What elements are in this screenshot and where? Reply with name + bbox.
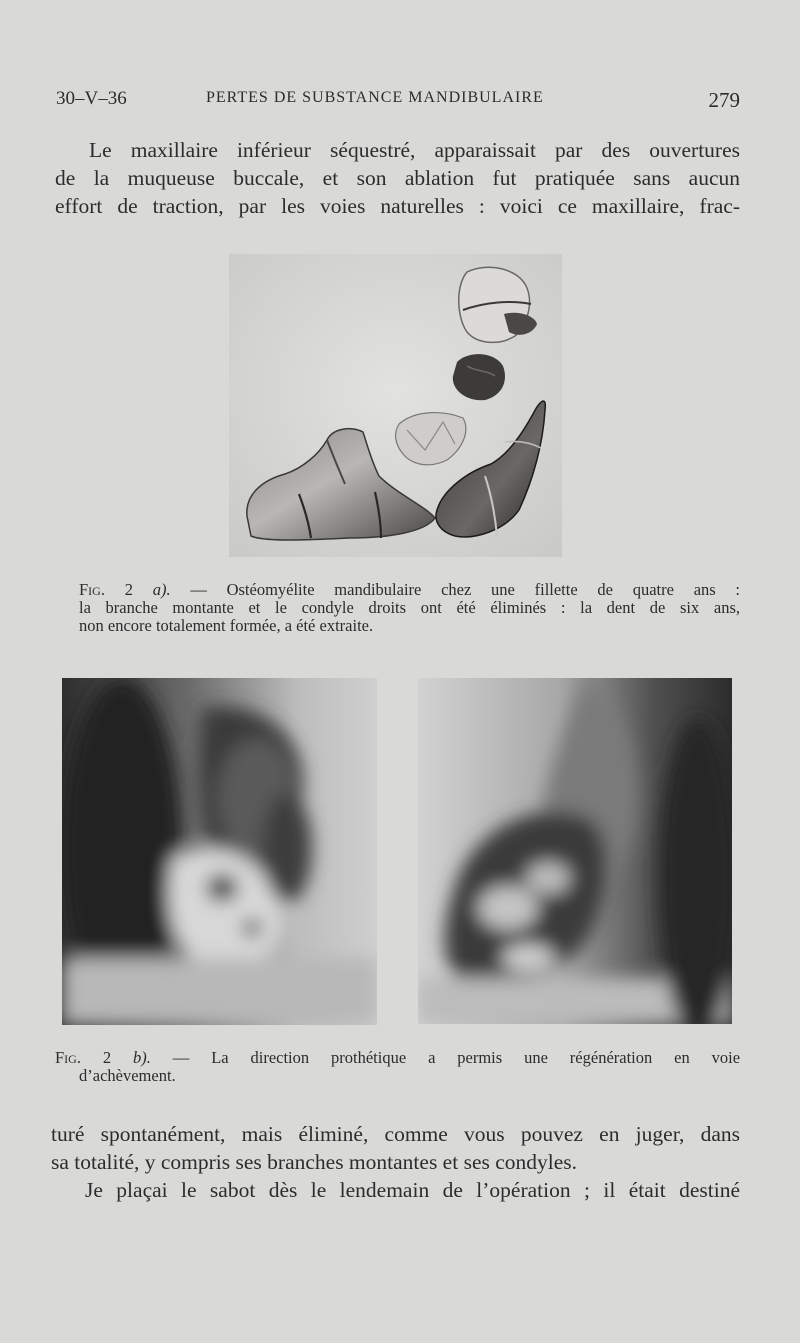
text-line: turé spontanément, mais éliminé, comme vous pouvez en juger, dans	[51, 1122, 740, 1146]
text-line: sa totalité, y compris ses branches montantes et ses condyles.	[51, 1150, 578, 1174]
page-number: 279	[708, 88, 740, 112]
figure-2a-caption	[55, 581, 740, 635]
text-line: Je plaçai le sabot dès le lendemain de l’opération ; il était destiné	[85, 1178, 740, 1202]
fig-letter: b).	[133, 1048, 151, 1067]
caption-line	[55, 1049, 740, 1067]
figure-2a-photo	[229, 254, 562, 557]
text-line: effort de traction, par les voies naturelles : voici ce maxillaire, frac-	[55, 194, 740, 218]
fig-letter: a).	[152, 580, 171, 599]
fig-number: 2	[124, 580, 133, 599]
radiograph-right-illustration	[418, 678, 732, 1024]
figure-2b-radiograph-left	[62, 678, 377, 1025]
figure-2b-caption	[55, 1049, 740, 1085]
mandible-fragments-illustration	[229, 254, 562, 557]
caption-line: la branche montante et le condyle droits ont été éliminés : la dent de six ans,	[79, 598, 740, 617]
paragraph-continuation	[51, 1120, 740, 1204]
fig-number: 2	[102, 1048, 112, 1067]
text-line: Le maxillaire inférieur séquestré, apparaissait par des ouvertures	[89, 138, 740, 162]
figure-2b-radiograph-right	[418, 678, 732, 1024]
header-date: 30–V–36	[56, 88, 127, 109]
caption-text: — Ostéomyélite mandibulaire chez une fillette de quatre ans :	[170, 580, 741, 599]
caption-text: — La direction prothétique a permis une régénération en voie	[150, 1048, 741, 1067]
caption-line	[55, 581, 740, 599]
text-line: de la muqueuse buccale, et son ablation fut pratiquée sans aucun	[55, 166, 740, 190]
paragraph-intro	[55, 136, 740, 220]
fig-label: Fig.	[55, 1048, 81, 1067]
header-title: PERTES DE SUBSTANCE MANDIBULAIRE	[206, 89, 544, 106]
caption-line: d’achèvement.	[79, 1066, 176, 1085]
radiograph-left-illustration	[62, 678, 377, 1025]
caption-line: non encore totalement formée, a été extraite.	[79, 616, 374, 635]
fig-label: Fig.	[79, 580, 105, 599]
running-head	[56, 88, 740, 114]
